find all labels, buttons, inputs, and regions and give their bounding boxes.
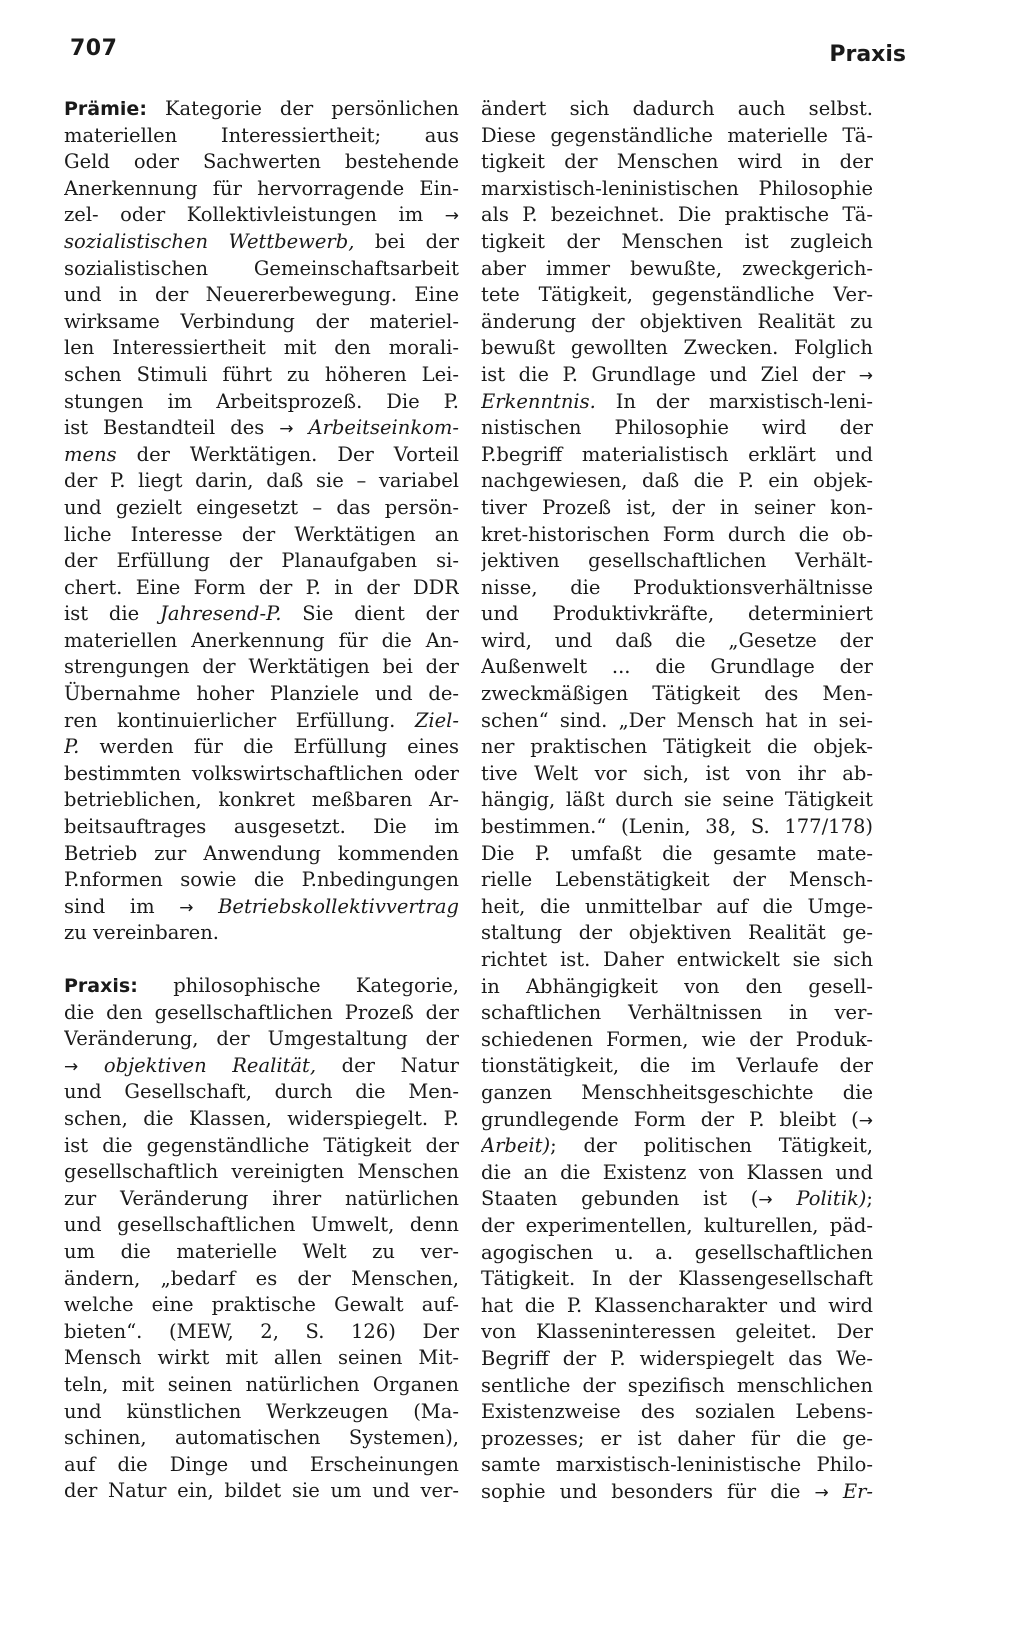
text-line: in Abhängigkeit von den gesell- (481, 974, 873, 998)
text-line: tete Tätigkeit, gegenständliche Ver- (481, 283, 873, 307)
cross-reference-link[interactable]: P. (64, 735, 80, 759)
text-line: Veränderung, der Umgestaltung der (64, 1027, 459, 1051)
cross-reference-link[interactable]: mens (64, 442, 117, 466)
text-line: strengungen der Werktätigen bei der (64, 655, 459, 679)
text-line: Tätigkeit. In der Klassengesellschaft (481, 1267, 873, 1291)
text-line: ist die gegenständliche Tätigkeit der (64, 1133, 459, 1157)
cross-reference-link[interactable]: Ziel- (414, 708, 459, 732)
text-line: P.nformen sowie die P.nbedingungen (64, 868, 459, 892)
text-line: und in der Neuererbewegung. Eine (64, 283, 459, 307)
text-line: ner praktischen Tätigkeit die objek- (481, 735, 873, 759)
text-line: sophie und besonders für die (481, 1479, 801, 1503)
text-line: ren kontinuierlicher Erfüllung. (64, 708, 396, 732)
cross-reference-arrow-icon: → (758, 1190, 773, 1211)
cross-reference-link[interactable]: Politik) (796, 1187, 867, 1211)
text-line: ganzen Menschheitsgeschichte die (481, 1080, 873, 1104)
text-line: um die materielle Welt zu ver- (64, 1239, 459, 1263)
right-column (481, 96, 873, 1505)
text-line: zu vereinbaren. (64, 921, 219, 945)
text-line: materiellen Interessiertheit; aus (64, 123, 459, 147)
text-line: bestimmten volkswirtschaftlichen oder (64, 761, 459, 785)
text-line: Mensch wirkt mit allen seinen Mit- (64, 1346, 459, 1370)
text-line: teln, mit seinen natürlichen Organen (64, 1372, 459, 1396)
text-line: der Natur ein, bildet sie um und ver- (64, 1479, 459, 1503)
text-line: Die P. umfaßt die gesamte mate- (481, 841, 873, 865)
text-line: P.begriff materialistisch erklärt und (481, 442, 873, 466)
text-line: stungen im Arbeitsprozeß. Die P. (64, 389, 459, 413)
text-line: Sie dient der (302, 602, 459, 626)
text-line: zel- oder Kollektivleistungen im (64, 203, 424, 227)
text-line: bestimmen.“ (Lenin, 38, S. 177/178) (481, 815, 873, 839)
text-line: liche Interesse der Werktätigen an (64, 522, 459, 546)
text-line: Betrieb zur Anwendung kommenden (64, 841, 459, 865)
page-number: 707 (70, 36, 118, 61)
headword-praxis: Praxis: (64, 975, 138, 997)
text-line: gesellschaftlich vereinigten Menschen (64, 1160, 459, 1184)
text-line: sentliche der spezifisch menschlichen (481, 1373, 873, 1397)
entry-praxis (64, 973, 459, 1505)
text-line: nistischen Philosophie wird der (481, 416, 873, 440)
text-line: chert. Eine Form der P. in der DDR (64, 575, 459, 599)
cross-reference-link[interactable]: objektiven Realität, (103, 1053, 317, 1077)
text-line: prozesses; er ist daher für die ge- (481, 1426, 873, 1450)
cross-reference-link[interactable]: Erkenntnis. (481, 389, 596, 413)
text-line: Begriff der P. widerspiegelt das We- (481, 1346, 873, 1370)
text-line: bei der (374, 229, 459, 253)
text-line: Geld oder Sachwerten bestehende (64, 150, 459, 174)
cross-reference-arrow-icon: → (814, 1482, 829, 1503)
text-line: der Natur (341, 1053, 459, 1077)
text-line: die an die Existenz von Klassen und (481, 1160, 873, 1184)
text-line: betrieblichen, konkret meßbaren Ar- (64, 788, 459, 812)
text-line: nachgewiesen, daß die P. ein objek- (481, 469, 873, 493)
text-line: tiver Prozeß ist, der in seiner kon- (481, 495, 873, 519)
left-column (64, 96, 459, 1505)
cross-reference-link[interactable]: Er- (842, 1479, 873, 1503)
text-line: In der marxistisch-leni- (615, 389, 873, 413)
text-line: zur Veränderung ihrer natürlichen (64, 1186, 459, 1210)
text-line: tigkeit der Menschen ist zugleich (481, 229, 873, 253)
text-line: Diese gegenständliche materielle Tä- (481, 123, 873, 147)
text-line: richtet ist. Daher entwickelt sie sich (481, 948, 873, 971)
text-line: als P. bezeichnet. Die praktische Tä- (481, 203, 873, 227)
text-line: zweckmäßigen Tätigkeit des Men- (481, 682, 873, 706)
cross-reference-arrow-icon: → (64, 1056, 79, 1077)
text-line: der experimentellen, kulturellen, päd- (481, 1213, 873, 1237)
entry-praemie (64, 96, 459, 947)
text-line: der Erfüllung der Planaufgaben si- (64, 549, 459, 573)
text-line: die den gesellschaftlichen Prozeß der (64, 1000, 459, 1024)
text-line: agogischen u. a. gesellschaftlichen (481, 1240, 873, 1264)
text-line: bewußt gewollten Zwecken. Folglich (481, 336, 873, 360)
text-line: sind im (64, 894, 155, 918)
text-line: hat die P. Klassencharakter und wird (481, 1293, 873, 1317)
text-line: schaftlichen Verhältnissen in ver- (481, 1001, 873, 1025)
text-line: wirksame Verbindung der materiel- (64, 309, 459, 333)
text-line: und Produktivkräfte, determiniert (481, 602, 873, 626)
text-line: len Interessiertheit mit den morali- (64, 336, 459, 360)
cross-reference-link[interactable]: Arbeitseinkom- (308, 416, 459, 440)
text-line: tigkeit der Menschen wird in der (481, 150, 873, 174)
text-line: und gesellschaftlichen Umwelt, denn (64, 1213, 459, 1237)
text-line: beitsauftrages ausgesetzt. Die im (64, 815, 459, 839)
text-line: ; der politischen Tätigkeit, (550, 1134, 873, 1158)
text-line: Außenwelt ... die Grundlage der (481, 655, 873, 679)
text-line: materiellen Anerkennung für die An- (64, 628, 459, 652)
running-head: Praxis (829, 42, 906, 67)
cross-reference-arrow-icon: → (444, 206, 459, 227)
text-line: und künstlichen Werkzeugen (Ma- (64, 1399, 459, 1423)
text-line: schen, die Klassen, widerspiegelt. P. (64, 1106, 459, 1130)
text-line: Kategorie der persönlichen (164, 97, 459, 120)
text-line: heit, die unmittelbar auf die Umge- (481, 894, 873, 918)
cross-reference-arrow-icon: → (858, 1110, 873, 1131)
cross-reference-link[interactable]: Betriebskollektivvertrag (218, 894, 459, 918)
text-line: hängig, läßt durch sie seine Tätigkeit (481, 788, 873, 812)
text-line: auf die Dinge und Erscheinungen (64, 1452, 459, 1476)
cross-reference-link[interactable]: Jahresend-P. (160, 602, 282, 626)
text-line: tive Welt vor sich, ist von ihr ab- (481, 761, 873, 785)
text-line: ist die P. Grundlage und Ziel der (481, 362, 846, 386)
text-line: jektiven gesellschaftlichen Verhält- (481, 549, 873, 573)
text-line: werden für die Erfüllung eines (99, 735, 459, 759)
text-line: der P. liegt darin, daß sie – variabel (64, 469, 459, 493)
text-line: welche eine praktische Gewalt auf- (64, 1293, 459, 1317)
text-line: Existenzweise des sozialen Lebens- (481, 1400, 873, 1424)
cross-reference-arrow-icon: → (179, 897, 194, 918)
text-line: ; (866, 1187, 873, 1211)
text-line: tionstätigkeit, die im Verlaufe der (481, 1054, 873, 1078)
text-line: änderung der objektiven Realität zu (481, 309, 873, 333)
text-line: und gezielt eingesetzt – das persön- (64, 495, 459, 519)
text-line: nisse, die Produktionsverhältnisse (481, 575, 873, 599)
cross-reference-arrow-icon: → (279, 419, 294, 440)
text-line: ändert sich dadurch auch selbst. (481, 97, 873, 120)
text-line: samte marxistisch-leninistische Philo- (481, 1453, 873, 1477)
text-line: der Werktätigen. Der Vorteil (136, 442, 459, 466)
text-line: aber immer bewußte, zweckgerich- (481, 256, 873, 280)
text-line: staltung der objektiven Realität ge- (481, 921, 873, 945)
text-line: schen“ sind. „Der Mensch hat in sei- (481, 708, 873, 732)
text-line: ist die (64, 602, 140, 626)
text-line: kret-historischen Form durch die ob- (481, 522, 873, 546)
text-line: marxistisch-leninistischen Philosophie (481, 176, 873, 200)
text-line: ändern, „bedarf es der Menschen, (64, 1266, 459, 1290)
text-line: sozialistischen Gemeinschaftsarbeit (64, 256, 459, 280)
text-line: Staaten gebunden ist ( (481, 1187, 759, 1211)
cross-reference-arrow-icon: → (858, 365, 873, 386)
text-line: schinen, automatischen Systemen), (64, 1426, 459, 1450)
cross-reference-link[interactable]: sozialistischen Wettbewerb, (64, 229, 355, 253)
text-line: von Klasseninteressen geleitet. Der (481, 1320, 873, 1344)
text-line: bieten“. (MEW, 2, S. 126) Der (64, 1319, 459, 1343)
text-line: grundlegende Form der P. bleibt ( (481, 1107, 859, 1131)
text-line: schiedenen Formen, wie der Produk- (481, 1027, 873, 1051)
text-line: Anerkennung für hervorragende Ein- (64, 176, 459, 200)
text-line: schen Stimuli führt zu höheren Lei- (64, 362, 459, 386)
text-line: wird, und daß die „Gesetze der (481, 628, 873, 652)
text-line: Übernahme hoher Planziele und de- (64, 682, 459, 706)
headword-praemie: Prämie: (64, 98, 147, 120)
text-line: philosophische Kategorie, (173, 974, 459, 997)
text-line: rielle Lebenstätigkeit der Mensch- (481, 868, 873, 892)
cross-reference-link[interactable]: Arbeit) (481, 1134, 551, 1158)
entry-separator (64, 947, 459, 973)
text-line: ist Bestandteil des (64, 416, 265, 440)
text-line: und Gesellschaft, durch die Men- (64, 1080, 459, 1104)
